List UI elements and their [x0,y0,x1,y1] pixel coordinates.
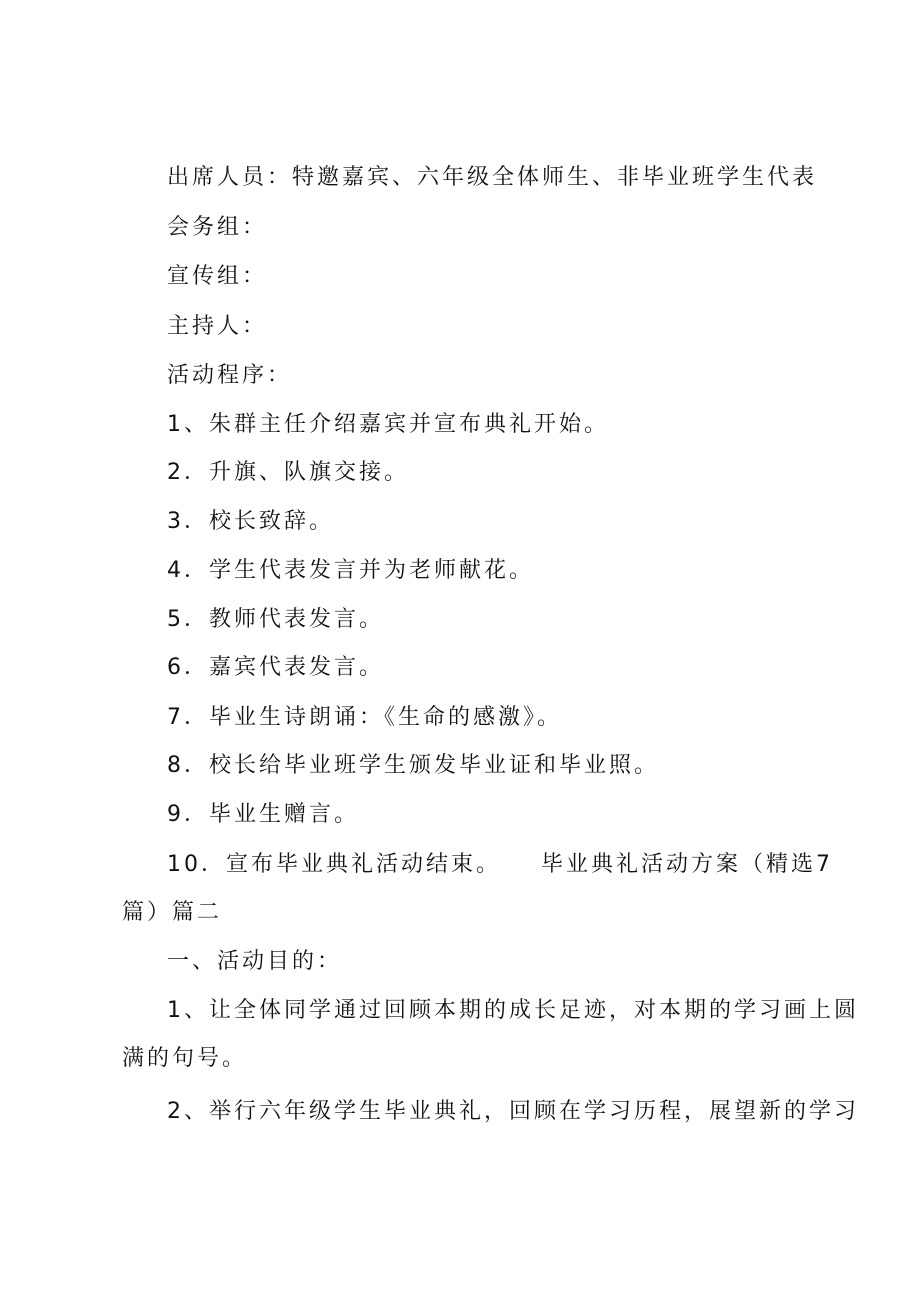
purpose-item-2: 2、举行六年级学生毕业典礼，回顾在学习历程，展望新的学习 [167,1099,859,1124]
program-item-6: 6．嘉宾代表发言。 [167,655,384,680]
section-heading-purpose: 一、活动目的： [167,949,343,974]
attendees-line: 出席人员：特邀嘉宾、六年级全体师生、非毕业班学生代表 [167,165,818,190]
program-item-1: 1、朱群主任介绍嘉宾并宣布典礼开始。 [167,412,609,437]
program-heading: 活动程序： [167,363,293,388]
section-title-continuation: 篇）篇二 [122,900,223,925]
purpose-item-1-continuation: 满的句号。 [122,1046,248,1071]
program-item-3: 3．校长致辞。 [167,509,334,534]
affairs-group-line: 会务组： [167,215,268,240]
program-item-2: 2．升旗、队旗交接。 [167,460,409,485]
program-item-8: 8．校长给毕业班学生颁发毕业证和毕业照。 [167,753,659,778]
purpose-item-1: 1、让全体同学通过回顾本期的成长足迹，对本期的学习画上圆 [167,998,859,1023]
publicity-group-line: 宣传组： [167,264,268,289]
program-item-9: 9．毕业生赠言。 [167,802,359,827]
program-item-10: 10．宣布毕业典礼活动结束。 毕业典礼活动方案（精选7 [167,852,833,877]
program-item-4: 4．学生代表发言并为老师献花。 [167,558,534,583]
host-line: 主持人： [167,314,268,339]
program-item-7: 7．毕业生诗朗诵：《生命的感激》。 [167,705,562,730]
program-item-5: 5．教师代表发言。 [167,607,384,632]
